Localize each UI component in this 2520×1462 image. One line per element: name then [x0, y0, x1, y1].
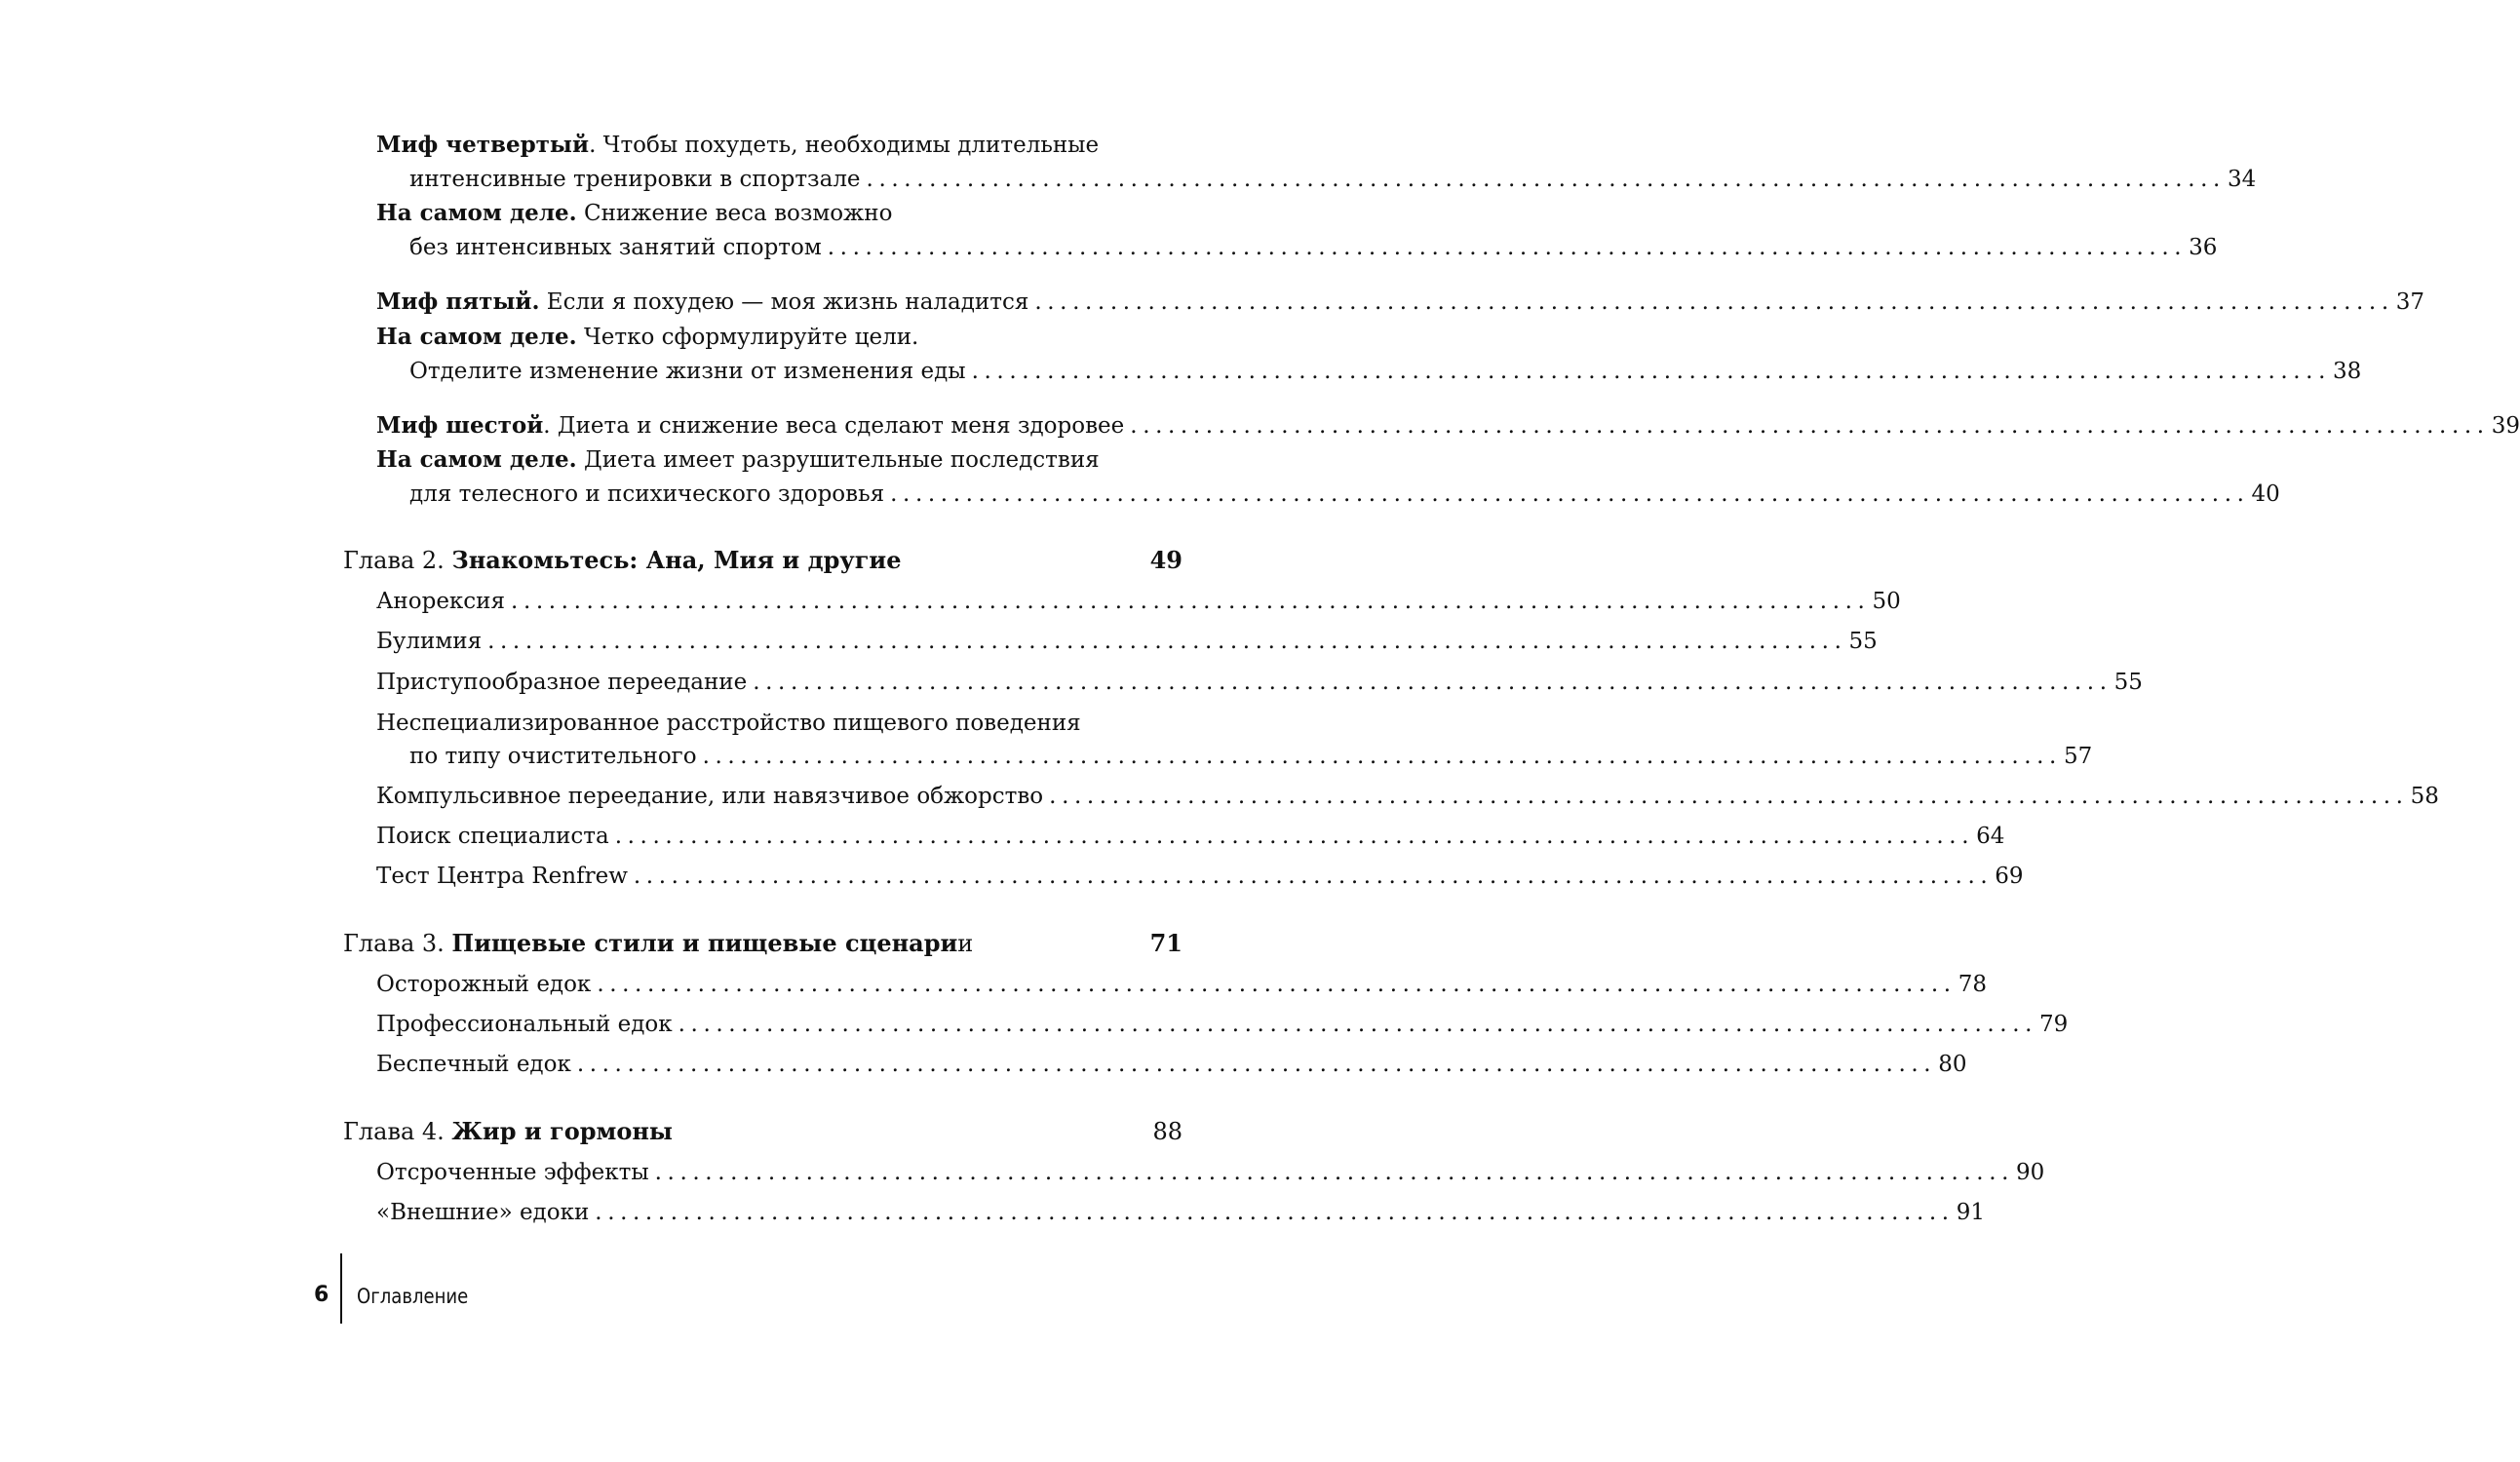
chapter-2-prefix: Глава 2.: [343, 547, 452, 574]
toc-entry-fact5-cont: [409, 357, 2362, 386]
dot-leader: ............................................................................................................: [511, 589, 1871, 614]
entry-page: 64: [1976, 824, 2005, 849]
toc-entry-specialist: [376, 822, 2005, 851]
entry-page: 80: [1938, 1052, 1967, 1077]
chapter-4-heading: [343, 1116, 1182, 1147]
fact5-cont: Отделите изменение жизни от изменения еды: [409, 359, 966, 384]
running-title: Оглавление: [357, 1285, 469, 1308]
dot-leader: ............................................................................................................: [827, 235, 2188, 260]
myth4-label: Миф четвертый: [376, 132, 590, 158]
myth4-page: 34: [2227, 167, 2257, 192]
fact5-label: На самом деле.: [376, 324, 577, 350]
dot-leader: ............................................................................................................: [890, 481, 2250, 507]
chapter-3-title-tail: и: [957, 930, 974, 957]
toc-entry-fact4: [376, 199, 892, 228]
dot-leader: ............................................................................................................: [1130, 413, 2490, 439]
myth4-text: . Чтобы похудеть, необходимы длительные: [589, 133, 1100, 158]
toc-entry-binge: [376, 668, 2143, 697]
toc-entry-anorexia: [376, 587, 1901, 616]
entry-text: Профессиональный едок: [376, 1012, 673, 1037]
entry-text: Тест Центра Renfrew: [376, 864, 628, 889]
entry-text: Беспечный едок: [376, 1052, 571, 1077]
toc-entry-compulsive: [376, 782, 2439, 811]
myth5-text: Если я похудею — моя жизнь наладится: [539, 289, 1029, 315]
toc-entry-careless-eater: [376, 1050, 1967, 1079]
entry-page: 55: [2113, 670, 2143, 695]
entry-text: Булимия: [376, 629, 483, 654]
chapter-3-heading: [343, 928, 1182, 959]
fact5-page: 38: [2333, 359, 2362, 384]
fact6-label: На самом деле.: [376, 446, 577, 473]
chapter-4-title: Жир и гормоны: [451, 1117, 673, 1145]
fact6-cont: для телесного и психического здоровья: [409, 481, 885, 507]
fact6-page: 40: [2251, 481, 2280, 507]
entry-page: 69: [1995, 864, 2024, 889]
entry-page: 57: [2063, 744, 2093, 769]
entry-text: Осторожный едок: [376, 972, 592, 997]
dot-leader: ............................................................................................................: [597, 972, 1957, 997]
chapter-3-page: 71: [1149, 929, 1182, 957]
entry-text: Анорексия: [376, 589, 506, 614]
chapter-3-prefix: Глава 3.: [343, 930, 452, 957]
chapter-2-title: Знакомьтесь: Ана, Мия и другие: [451, 546, 902, 574]
dot-leader: ............................................................................................................: [576, 1052, 1937, 1077]
toc-entry-careful-eater: [376, 970, 1987, 999]
fact4-label: На самом деле.: [376, 200, 577, 226]
toc-entry-external-eaters: [376, 1198, 1985, 1227]
dot-leader: ............................................................................................................: [1049, 784, 2409, 809]
myth4-cont: интенсивные тренировки в спортзале: [409, 167, 861, 192]
chapter-4-prefix: Глава 4.: [343, 1118, 452, 1145]
entry-page: 50: [1872, 589, 1901, 614]
entry-text: Поиск специалиста: [376, 824, 609, 849]
toc-entry-nonspec-cont: [409, 742, 2093, 771]
dot-leader: ............................................................................................................: [678, 1012, 2038, 1037]
entry-text: «Внешние» едоки: [376, 1200, 590, 1225]
toc-entry-myth4-cont: [409, 165, 2257, 194]
toc-entry-professional-eater: [376, 1010, 2069, 1039]
toc-entry-fact5: [376, 323, 918, 352]
dot-leader: ............................................................................................................: [866, 167, 2226, 192]
dot-leader: ............................................................................................................: [702, 744, 2062, 769]
entry-page: 91: [1956, 1200, 1985, 1225]
dot-leader: ............................................................................................................: [487, 629, 1847, 654]
myth6-label: Миф шестой: [376, 412, 544, 439]
entry-text: Неспециализированное расстройство пищевого поведения: [376, 711, 1081, 736]
myth6-page: 39: [2491, 413, 2520, 439]
toc-entry-renfrew: [376, 862, 2024, 891]
fact4-text: Снижение веса возможно: [576, 201, 893, 226]
footer-divider: [340, 1253, 342, 1324]
toc-entry-fact6: [376, 445, 1100, 475]
entry-text: по типу очистительного: [409, 744, 697, 769]
entry-page: 79: [2039, 1012, 2069, 1037]
entry-text: Приступообразное переедание: [376, 670, 748, 695]
chapter-2-heading: [343, 545, 1182, 576]
myth5-label: Миф пятый.: [376, 289, 540, 315]
dot-leader: ............................................................................................................: [1034, 289, 2394, 315]
dot-leader: ............................................................................................................: [614, 824, 1975, 849]
dot-leader: ............................................................................................................: [633, 864, 1994, 889]
fact6-text: Диета имеет разрушительные последствия: [576, 447, 1100, 473]
dot-leader: ............................................................................................................: [654, 1160, 2015, 1185]
fact4-page: 36: [2189, 235, 2218, 260]
entry-text: Отсроченные эффекты: [376, 1160, 649, 1185]
fact4-cont: без интенсивных занятий спортом: [409, 235, 822, 260]
entry-text: Компульсивное переедание, или навязчивое обжорство: [376, 784, 1044, 809]
toc-entry-delayed-effects: [376, 1158, 2045, 1187]
chapter-4-page: 88: [1152, 1118, 1182, 1145]
dot-leader: ............................................................................................................: [753, 670, 2113, 695]
myth5-page: 37: [2395, 289, 2425, 315]
entry-page: 90: [2016, 1160, 2045, 1185]
toc-entry-myth5: [376, 288, 2425, 317]
toc-entry-fact6-cont: [409, 480, 2280, 509]
entry-page: 55: [1848, 629, 1878, 654]
toc-entry-nonspec: [376, 709, 1081, 738]
toc-entry-fact4-cont: [409, 233, 2218, 262]
chapter-2-page: 49: [1149, 546, 1182, 574]
entry-page: 78: [1958, 972, 1987, 997]
toc-entry-bulimia: [376, 627, 1878, 656]
myth6-text: . Диета и снижение веса сделают меня здоровее: [543, 413, 1125, 439]
fact5-text: Четко сформулируйте цели.: [576, 325, 919, 350]
chapter-3-title: Пищевые стили и пищевые сценари: [451, 929, 958, 957]
toc-entry-myth6: [376, 411, 2520, 441]
dot-leader: ............................................................................................................: [595, 1200, 1955, 1225]
dot-leader: ............................................................................................................: [971, 359, 2332, 384]
page-number: 6: [314, 1283, 330, 1307]
toc-entry-myth4: [376, 131, 1099, 160]
entry-page: 58: [2410, 784, 2439, 809]
